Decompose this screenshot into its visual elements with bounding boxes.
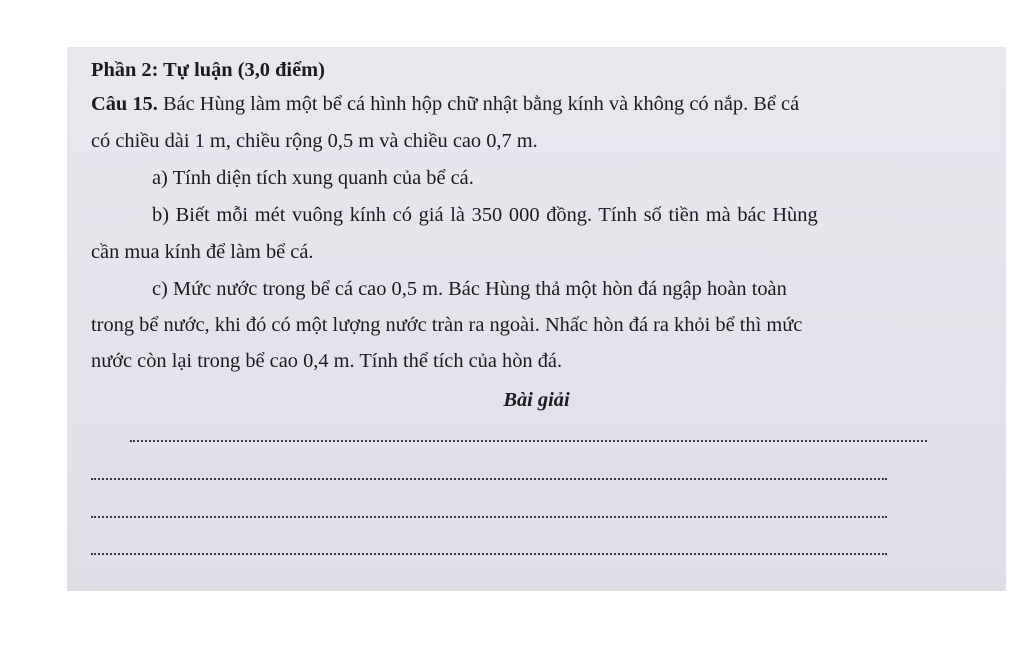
answer-line [91,553,887,555]
section-title: Phần 2: Tự luận (3,0 điểm) [91,59,325,81]
question-line-2: có chiều dài 1 m, chiều rộng 0,5 m và chiều cao 0,7 m. [91,130,538,152]
part-a: a) Tính diện tích xung quanh của bể cá. [152,167,474,189]
part-b-line-2: cần mua kính để làm bể cá. [91,241,314,263]
question-label: Câu 15. [91,93,158,115]
exam-paper [67,47,1006,591]
answer-line [130,440,927,442]
part-b-line-1: b) Biết mỗi mét vuông kính có giá là 350 000 đồng. Tính số tiền mà bác Hùng [152,204,818,226]
question-line-1 [91,92,799,116]
part-c-line-3: nước còn lại trong bể cao 0,4 m. Tính thể tích của hòn đá. [91,350,563,372]
part-c-line-1: c) Mức nước trong bể cá cao 0,5 m. Bác Hùng thả một hòn đá ngập hoàn toàn [152,278,787,300]
answer-line [91,516,887,518]
solution-heading: Bài giải [503,389,570,411]
question-text-1: Bác Hùng làm một bể cá hình hộp chữ nhật bằng kính và không có nắp. Bể cá [157,93,800,115]
part-c-line-2: trong bể nước, khi đó có một lượng nước tràn ra ngoài. Nhấc hòn đá ra khỏi bể thì mức [91,314,803,336]
answer-line [91,478,887,480]
